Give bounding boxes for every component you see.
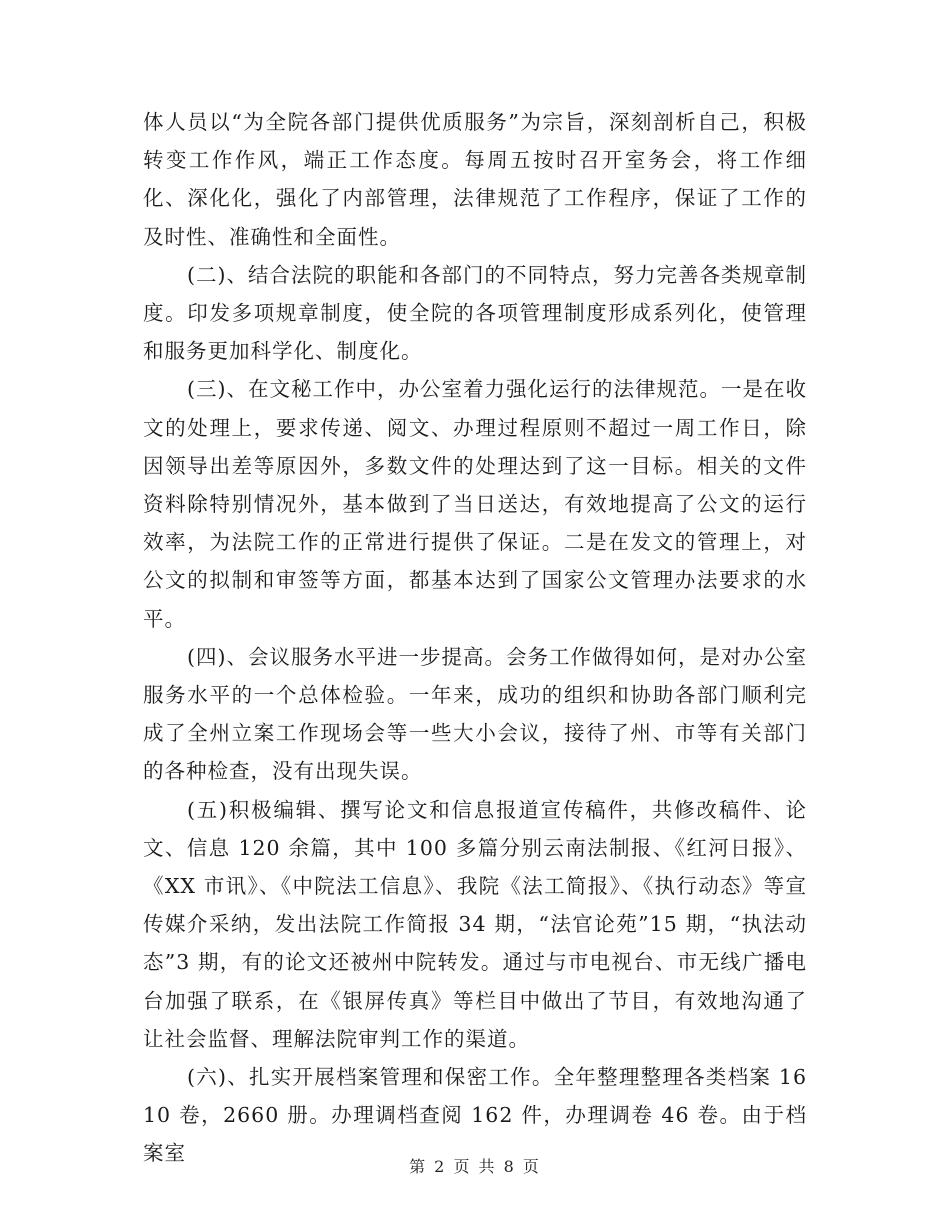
paragraph-2: (二)、结合法院的职能和各部门的不同特点，努力完善各类规章制度。印发多项规章制度，使全院的各项管理制度形成系列化，使管理和服务更加科学化、制度化。 [143, 262, 807, 364]
paragraph-1: 体人员以“为全院各部门提供优质服务”为宗旨，深刻剖析自己，积极转变工作作风，端正工作态度。每周五按时召开室务会，将工作细化、深化化，强化了内部管理，法律规范了工作程序，保证了工作的及时性、准确性和全面性。 [143, 110, 807, 249]
paragraph-6: (六)、扎实开展档案管理和保密工作。全年整理整理各类档案 1610 卷，2660 册。办理调档查阅 162 件，办理调卷 46 卷。由于档案室 [143, 1065, 807, 1166]
page-number-footer: 第 2 页 共 8 页 [409, 1157, 541, 1176]
paragraph-5: (五)积极编辑、撰写论文和信息报道宣传稿件，共修改稿件、论文、信息 120 余篇，其中 100 多篇分别云南法制报、《红河日报》、《XX 市讯》、《中院法工信息》、我院《法工简报》、《执行动态》等宣传媒介采纳，发出法院工作简报 34 期，“法官论苑”15 期，“执法动态”3 期，有的论文还被州中院转发。通过与市电视台、市无线广播电台加强了联系，在《银屏传真》等栏目中做出了节目，有效地沟通了让社会监督、理解法院审判工作的渠道。 [143, 797, 807, 1051]
document-body [143, 103, 807, 1173]
paragraph-3: (三)、在文秘工作中，办公室着力强化运行的法律规范。一是在收文的处理上，要求传递、阅文、办理过程原则不超过一周工作日，除因领导出差等原因外，多数文件的处理达到了这一目标。相关的文件资料除特别情况外，基本做到了当日送达，有效地提高了公文的运行效率，为法院工作的正常进行提供了保证。二是在发文的管理上，对公文的拟制和审签等方面，都基本达到了国家公文管理办法要求的水平。 [143, 377, 807, 631]
paragraph-4: (四)、会议服务水平进一步提高。会务工作做得如何，是对办公室服务水平的一个总体检验。一年来，成功的组织和协助各部门顺利完成了全州立案工作现场会等一些大小会议，接待了州、市等有关部门的各种检查，没有出现失误。 [143, 644, 807, 784]
